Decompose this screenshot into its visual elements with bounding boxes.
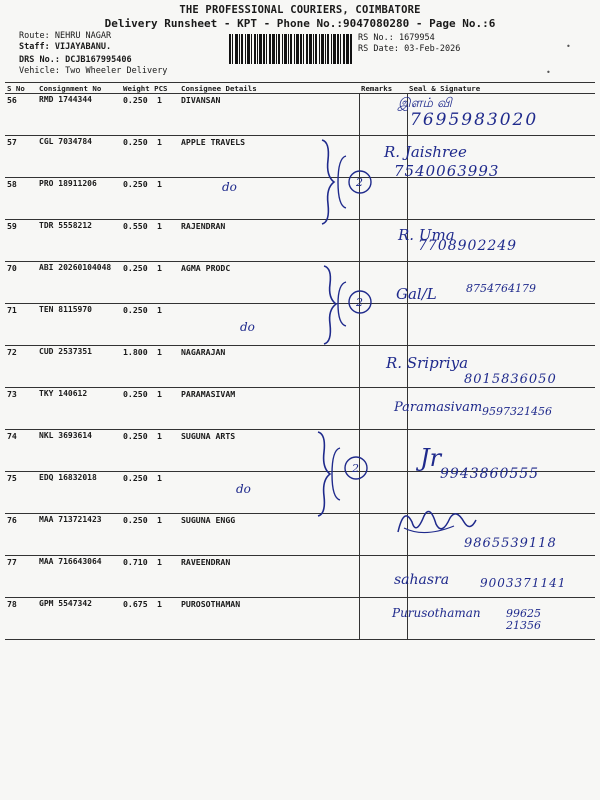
pcs-value: 1 [157, 431, 162, 441]
weight-value: 0.250 [123, 305, 148, 315]
group-count: 2 [352, 462, 359, 475]
weight-pcs-cell [121, 556, 179, 598]
weight-value: 0.675 [123, 599, 148, 609]
consignment-cell: TKY 140612 [37, 388, 121, 430]
route-value: NEHRU NAGAR [54, 31, 112, 41]
sno-cell: 59 [5, 220, 37, 262]
sno-cell: 73 [5, 388, 37, 430]
signature-59-phone: 7708902249 [418, 238, 518, 254]
runsheet-subtitle: Delivery Runsheet - KPT - Phone No.:9047080280 - Page No.:6 [104, 17, 496, 30]
consignment-cell: EDQ 16832018 [37, 472, 121, 514]
weight-pcs-cell [121, 262, 179, 304]
consignment-cell: CGL 7034784 [37, 136, 121, 178]
rs-no-label: RS No.: [358, 33, 394, 43]
signature-70-phone: 8754764179 [466, 282, 536, 295]
consignee-cell: AGMA PRODC [179, 262, 359, 304]
staff-line [19, 42, 111, 53]
weight-value: 0.250 [123, 473, 148, 483]
pcs-value: 1 [157, 95, 162, 105]
table-header-row [5, 83, 595, 94]
weight-pcs-cell [121, 304, 179, 346]
weight-pcs-cell [121, 94, 179, 136]
vehicle-label: Vehicle: [19, 66, 60, 76]
col-weight: Weight [123, 83, 150, 93]
group-count: 2 [356, 176, 363, 189]
weight-value: 0.250 [123, 431, 148, 441]
pcs-value: 1 [157, 179, 162, 189]
weight-value: 0.710 [123, 557, 148, 567]
ditto-mark: do [240, 320, 255, 334]
col-sno: S No [5, 83, 37, 94]
signature-77-phone: 9003371141 [480, 576, 567, 590]
sno-cell: 71 [5, 304, 37, 346]
consignment-cell: TEN 8115970 [37, 304, 121, 346]
pcs-value: 1 [157, 557, 162, 567]
signature-56-phone: 7695983020 [410, 110, 539, 130]
ditto-mark: do [222, 180, 237, 194]
weight-pcs-cell [121, 598, 179, 640]
rs-date-line [358, 44, 460, 55]
consignee-cell: APPLE TRAVELS [179, 136, 359, 178]
signature-76-phone: 9865539118 [464, 536, 557, 551]
group-brace-70-71 [316, 262, 380, 348]
sno-cell: 76 [5, 514, 37, 556]
signature-72-name: R. Sripriya [386, 354, 469, 372]
weight-value: 0.250 [123, 389, 148, 399]
weight-pcs-cell [121, 220, 179, 262]
weight-value: 1.800 [123, 347, 148, 357]
weight-pcs-cell [121, 178, 179, 220]
consignment-cell: CUD 2537351 [37, 346, 121, 388]
consignee-cell: PARAMASIVAM [179, 388, 359, 430]
consignment-cell: ABI 20260104048 [37, 262, 121, 304]
sno-cell: 56 [5, 94, 37, 136]
group-count: 2 [356, 296, 363, 309]
ditto-mark: do [236, 482, 251, 496]
signature-56-name: இளம் வி [398, 96, 452, 111]
rs-no-line [358, 33, 435, 44]
rs-date-value: 03-Feb-2026 [404, 44, 461, 54]
col-remarks: Remarks [359, 83, 407, 94]
weight-value: 0.250 [123, 95, 148, 105]
consignment-cell: TDR 5558212 [37, 220, 121, 262]
seal-cell [407, 304, 595, 346]
drs-label: DRS No.: [19, 55, 60, 65]
sno-cell: 72 [5, 346, 37, 388]
pcs-value: 1 [157, 263, 162, 273]
weight-value: 0.250 [123, 263, 148, 273]
pcs-value: 1 [157, 515, 162, 525]
pcs-value: 1 [157, 599, 162, 609]
weight-pcs-cell [121, 514, 179, 556]
pcs-value: 1 [157, 473, 162, 483]
signature-73-phone: 9597321456 [482, 405, 552, 418]
weight-pcs-cell [121, 388, 179, 430]
pcs-value: 1 [157, 137, 162, 147]
pcs-value: 1 [157, 305, 162, 315]
group-brace-57-58 [316, 136, 380, 228]
signature-57-phone: 7540063993 [394, 162, 500, 180]
signature-72-phone: 8015836050 [464, 372, 557, 387]
consignment-cell: PRO 18911206 [37, 178, 121, 220]
consignment-cell: NKL 3693614 [37, 430, 121, 472]
rs-date-label: RS Date: [358, 44, 399, 54]
consignee-cell: SUGUNA ARTS [179, 430, 359, 472]
pcs-value: 1 [157, 221, 162, 231]
sno-cell: 57 [5, 136, 37, 178]
signature-78-phone: 99625 21356 [506, 607, 541, 632]
weight-pcs-cell [121, 430, 179, 472]
sno-cell: 74 [5, 430, 37, 472]
consignment-cell: MAA 713721423 [37, 514, 121, 556]
signature-77-name: sahasra [394, 572, 450, 588]
route-label: Route: [19, 31, 50, 41]
sno-cell: 75 [5, 472, 37, 514]
table-row [5, 136, 595, 178]
consignment-cell: MAA 716643064 [37, 556, 121, 598]
consignment-cell: RMD 1744344 [37, 94, 121, 136]
signature-59-name: R. Uma [398, 226, 455, 244]
signature-70-name: Gal/L [396, 285, 437, 303]
sno-cell: 77 [5, 556, 37, 598]
table-row [5, 178, 595, 220]
col-pcs: PCS [154, 83, 168, 93]
consignee-cell: RAVEENDRAN [179, 556, 359, 598]
route-line [19, 31, 111, 42]
col-consignment: Consignment No [37, 83, 121, 94]
rs-no-value: 1679954 [398, 33, 435, 43]
company-title: THE PROFESSIONAL COURIERS, COIMBATORE [179, 4, 421, 16]
vehicle-line [19, 66, 167, 77]
weight-pcs-cell [121, 472, 179, 514]
pcs-value: 1 [157, 389, 162, 399]
staff-value: VIJAYABANU. [54, 42, 112, 52]
col-consignee: Consignee Details [179, 83, 359, 94]
consignee-cell: DIVANSAN [179, 94, 359, 136]
weight-pcs-cell [121, 346, 179, 388]
consignee-cell: PUROSOTHAMAN [179, 598, 359, 640]
weight-value: 0.550 [123, 221, 148, 231]
signature-57-name: R. Jaishree [384, 143, 467, 161]
weight-pcs-cell [121, 136, 179, 178]
signature-78-name: Purusothaman [392, 606, 481, 620]
weight-value: 0.250 [123, 179, 148, 189]
signature-73-name: Paramasivam [394, 400, 483, 415]
scan-speck: • [566, 42, 571, 51]
col-seal: Seal & Signature [407, 83, 595, 94]
weight-value: 0.250 [123, 137, 148, 147]
scan-speck: • [546, 68, 551, 77]
sno-cell: 58 [5, 178, 37, 220]
group-brace-74-75 [310, 428, 376, 520]
drs-value: DCJB167995406 [65, 55, 132, 65]
staff-label: Staff: [19, 42, 50, 52]
consignee-cell: RAJENDRAN [179, 220, 359, 262]
weight-value: 0.250 [123, 515, 148, 525]
barcode-image [229, 34, 353, 64]
consignee-cell: SUGUNA ENGG [179, 514, 359, 556]
consignee-cell: NAGARAJAN [179, 346, 359, 388]
table-row [5, 304, 595, 346]
vehicle-value: Two Wheeler Delivery [65, 66, 168, 76]
col-weight-pcs [121, 83, 179, 94]
drs-line [19, 55, 132, 66]
runsheet-table [5, 82, 595, 640]
consignment-cell: GPM 5547342 [37, 598, 121, 640]
pcs-value: 1 [157, 347, 162, 357]
seal-cell [407, 178, 595, 220]
sno-cell: 70 [5, 262, 37, 304]
sno-cell: 78 [5, 598, 37, 640]
signature-74-phone: 9943860555 [440, 466, 540, 482]
signature-74-mark: Jr [420, 444, 442, 472]
